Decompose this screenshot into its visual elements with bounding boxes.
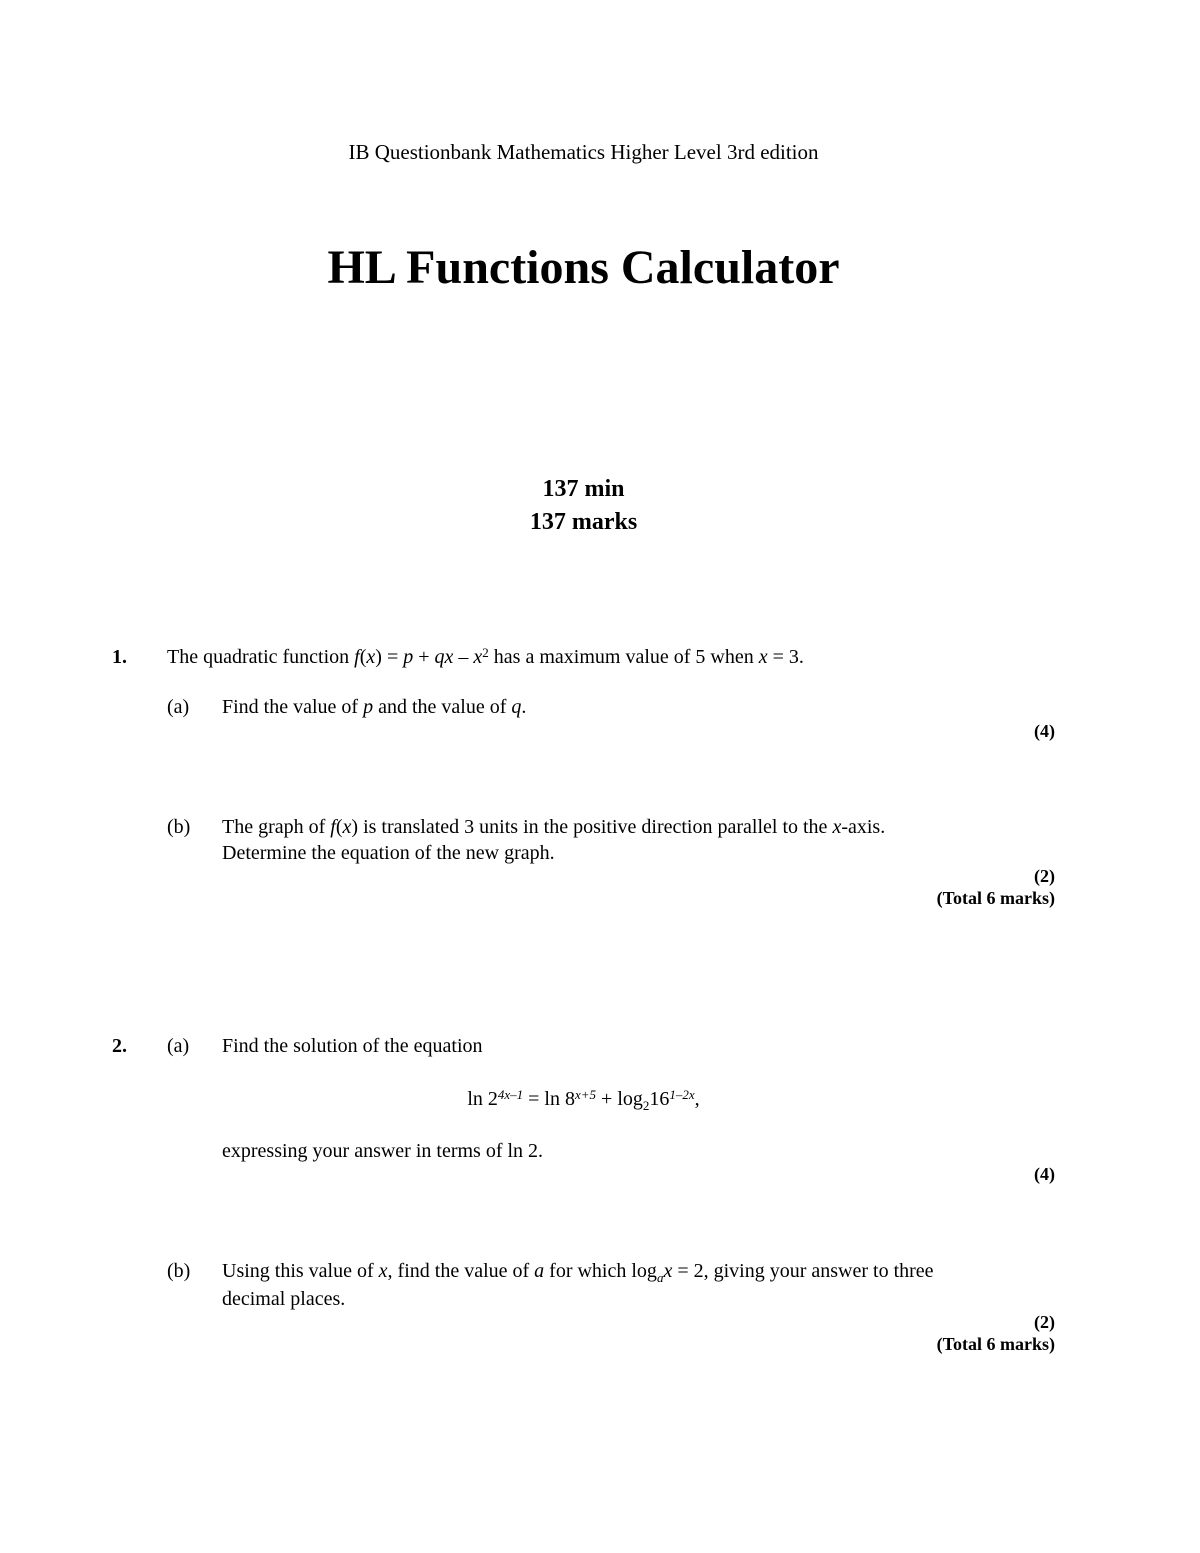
question-1b-text: The graph of f(x) is translated 3 units in the positive direction parallel to the x-axis.	[222, 816, 886, 838]
question-1a-marks: (4)	[1034, 721, 1055, 741]
question-1-stem: The quadratic function f(x) = p + qx – $x^2$ has a maximum value of 5 when x = 3.	[167, 645, 804, 668]
question-1b-marks: (2)	[1034, 866, 1055, 886]
question-2a-after: expressing your answer in terms of ln 2.	[222, 1140, 544, 1162]
question-2-total-marks: (Total 6 marks)	[936, 1334, 1055, 1354]
question-2a-label: (a)	[167, 1035, 190, 1057]
question-2b-text-line2: decimal places.	[222, 1288, 346, 1310]
question-1b-text-line2: Determine the equation of the new graph.	[222, 842, 555, 864]
question-1a-text: Find the value of p and the value of q.	[222, 696, 527, 718]
total-marks: 137 marks	[529, 509, 638, 535]
question-2b-text: Using this value of x, find the value of a for which $\log_ax = 2$, giving your answer to three	[222, 1260, 934, 1285]
question-2b-marks: (2)	[1034, 1312, 1055, 1332]
question-1-total-marks: (Total 6 marks)	[936, 888, 1055, 908]
question-2a-intro: Find the solution of the equation	[222, 1035, 483, 1057]
question-1b-label: (b)	[167, 816, 191, 838]
question-2a-marks: (4)	[1034, 1164, 1055, 1184]
question-2b-label: (b)	[167, 1260, 191, 1282]
page-title: HL Functions Calculator	[327, 241, 840, 294]
document-header: IB Questionbank Mathematics Higher Level 3rd edition	[348, 140, 819, 164]
question-2a-equation: $\ln 2^{4x-1} = \ln 8^{x+5} + \log_216^{1-2x}$,	[467, 1087, 700, 1113]
question-number-2: 2.	[112, 1035, 127, 1057]
question-1a-label: (a)	[167, 696, 190, 718]
time-allowed: 137 min	[542, 476, 625, 502]
question-number-1: 1.	[112, 646, 127, 668]
